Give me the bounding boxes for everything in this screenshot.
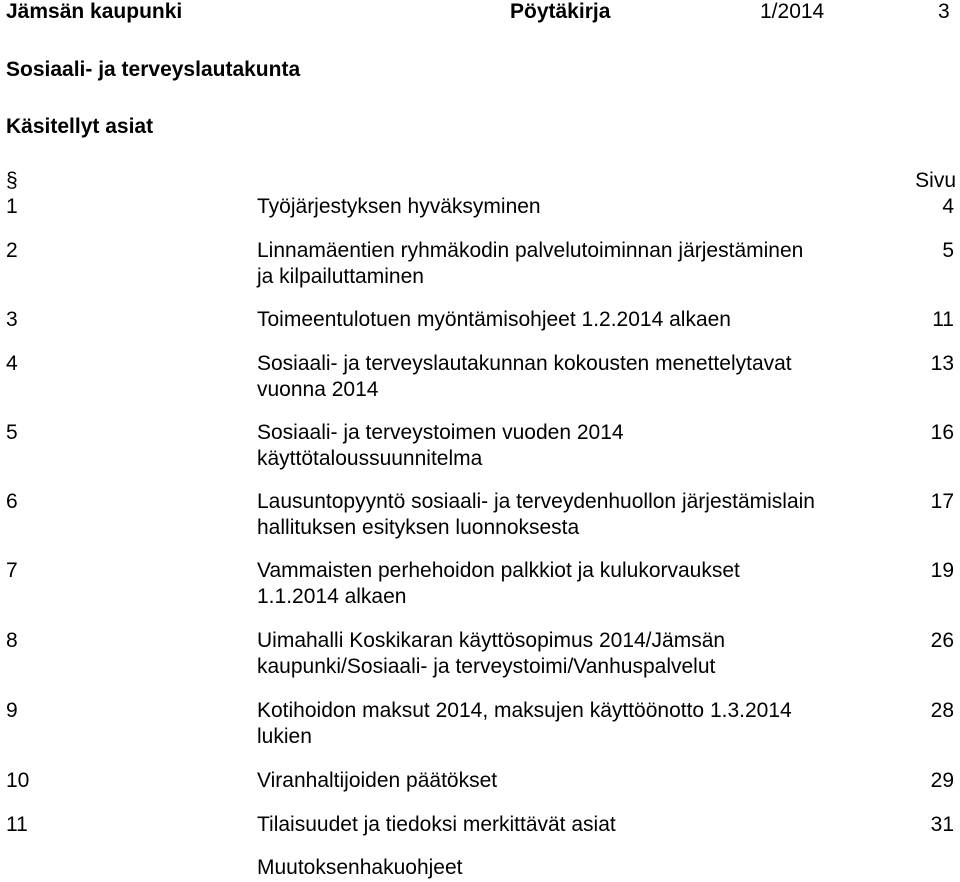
toc-item-title [257,351,897,403]
toc-item-page: 5 [942,239,954,262]
toc-item-title-line: 1.1.2014 alkaen [257,585,407,608]
toc-item-title-line: käyttötaloussuunnitelma [257,447,483,470]
toc-item-page: 4 [942,195,954,218]
toc-item-title-line: Sosiaali- ja terveyslautakunnan kokousten menettelytavat [257,352,792,375]
toc-item-number: 5 [6,421,18,444]
toc-item-number: 4 [6,352,18,375]
toc-item-title [257,194,897,220]
toc-item-title [257,420,897,472]
toc-item-title-line: Tilaisuudet ja tiedoksi merkittävät asiat [257,813,616,836]
toc-item-number: 3 [6,308,18,331]
toc-item-title-line: Vammaisten perhehoidon palkkiot ja kulukorvaukset [257,559,740,582]
toc-item-title [257,307,897,333]
toc-item-title [257,558,897,610]
toc-item-number: 9 [6,699,18,722]
document-number: 1/2014 [760,0,825,23]
toc-item-title [257,628,897,680]
toc-item-title [257,238,897,290]
toc-item-title [257,812,897,838]
toc-item-number: 11 [6,813,28,836]
toc-item-title [257,855,897,881]
toc-item-title-line: lukien [257,725,312,748]
toc-item-title-line: Kotihoidon maksut 2014, maksujen käyttöönotto 1.3.2014 [257,699,792,722]
toc-item-title-line: vuonna 2014 [257,378,379,401]
toc-item-number: 1 [6,195,18,218]
toc-item-page: 26 [930,629,954,652]
toc-item-page: 11 [932,308,954,331]
toc-item-title-line: Linnamäentien ryhmäkodin palvelutoiminnan järjestäminen [257,239,804,262]
toc-item-number: 6 [6,490,18,513]
toc-item-title-line: kaupunki/Sosiaali- ja terveystoimi/Vanhuspalvelut [257,655,716,678]
toc-item-title-line: Viranhaltijoiden päätökset [257,769,498,792]
section-title: Käsitellyt asiat [6,115,154,138]
page-column-header: Sivu [915,169,956,192]
toc-item-title [257,768,897,794]
toc-item-title-line: hallituksen esityksen luonnoksesta [257,516,580,539]
toc-item-page: 16 [930,421,954,444]
page-number: 3 [938,0,950,23]
toc-item-title-line: Työjärjestyksen hyväksyminen [257,195,541,218]
toc-item-title [257,698,897,750]
toc-item-page: 13 [930,352,954,375]
toc-item-title-line: Lausuntopyyntö sosiaali- ja terveydenhuollon järjestämislain [257,490,815,513]
toc-item-page: 17 [930,490,954,513]
paragraph-symbol: § [6,169,18,192]
toc-item-page: 28 [930,699,954,722]
toc-item-title [257,489,897,541]
toc-item-title-line: ja kilpailuttaminen [257,265,424,288]
toc-item-title-line: Uimahalli Koskikaran käyttösopimus 2014/Jämsän [257,629,726,652]
toc-item-number: 2 [6,239,18,262]
toc-item-title-line: Muutoksenhakuohjeet [257,856,463,879]
toc-item-number: 10 [6,769,30,792]
toc-item-page: 19 [930,559,954,582]
toc-item-number: 7 [6,559,18,582]
toc-item-title-line: Toimeentulotuen myöntämisohjeet 1.2.2014 alkaen [257,308,731,331]
toc-item-number: 8 [6,629,18,652]
toc-item-page: 29 [930,769,954,792]
organization-name: Jämsän kaupunki [6,0,183,23]
committee-name: Sosiaali- ja terveyslautakunta [6,58,301,81]
toc-item-title-line: Sosiaali- ja terveystoimen vuoden 2014 [257,421,624,444]
toc-item-page: 31 [930,813,954,836]
document-type: Pöytäkirja [510,0,611,23]
